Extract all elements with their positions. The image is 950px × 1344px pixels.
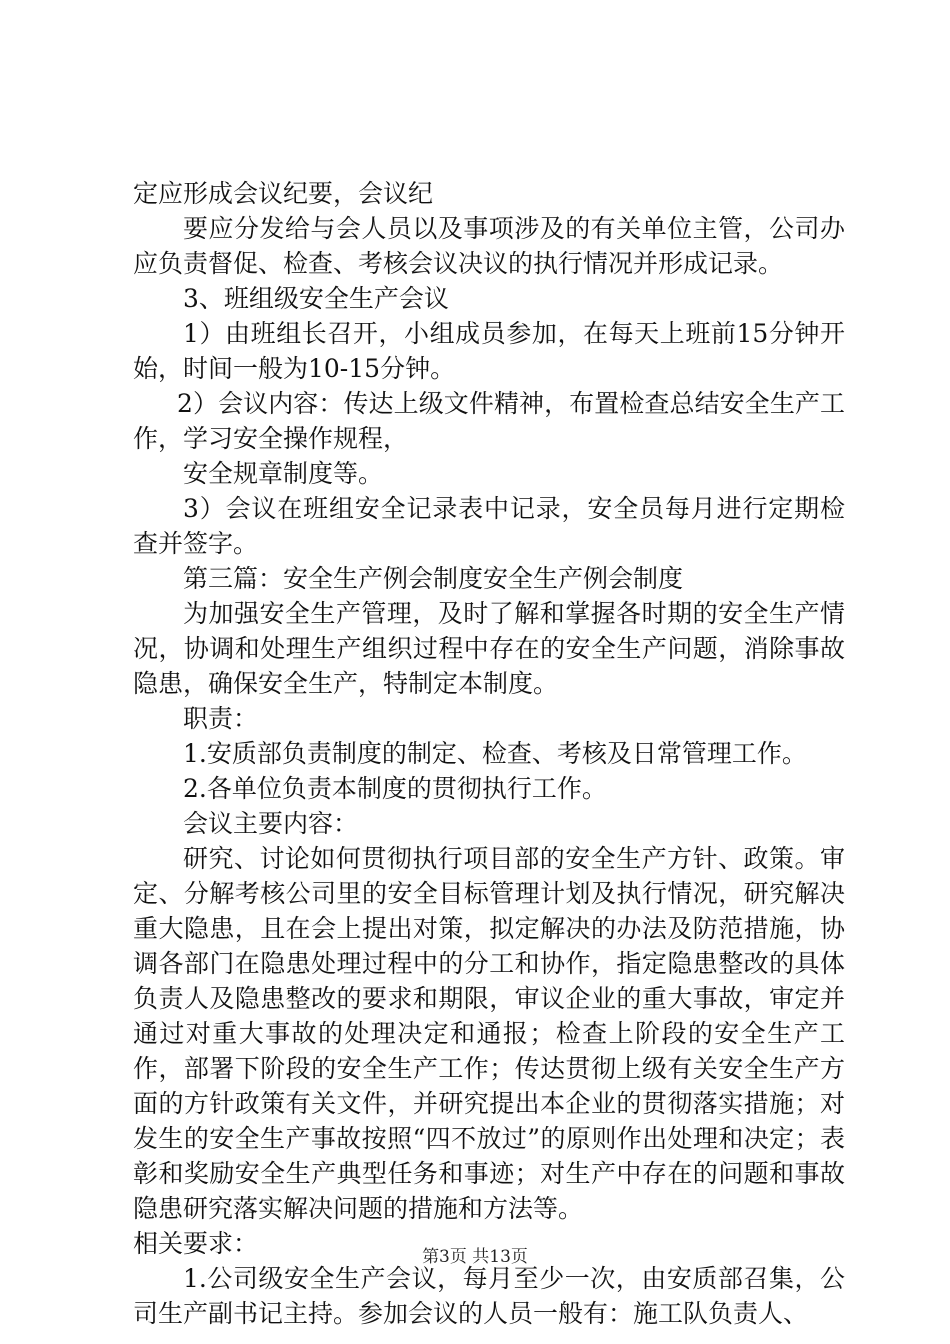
- heading-duties: 职责：: [183, 704, 259, 733]
- page-number-footer: 第3页 共13页: [422, 1247, 528, 1267]
- heading-team-meeting: 3、班组级安全生产会议: [183, 284, 449, 313]
- paragraph-meeting-minutes: 要应分发给与会人员以及事项涉及的有关单位主管，公司办应负责督促、检查、考核会议决议的执行情况并形成记录。: [133, 214, 845, 278]
- section-title-part-three: 第三篇：安全生产例会制度安全生产例会制度: [183, 564, 684, 593]
- document-body: [133, 176, 845, 1331]
- list-item-duty-2: 2.各单位负责本制度的贯彻执行工作。: [183, 774, 607, 803]
- list-item-duty-1: 1.安质部负责制度的制定、检查、考核及日常管理工作。: [183, 739, 807, 768]
- list-item-team-3: 3）会议在班组安全记录表中记录，安全员每月进行定期检查并签字。: [133, 494, 845, 558]
- heading-meeting-content: 会议主要内容：: [183, 809, 359, 838]
- list-item-team-1: 1）由班组长召开，小组成员参加，在每天上班前15分钟开始，时间一般为10-15分钟。: [133, 319, 845, 383]
- paragraph-meeting-content: 研究、讨论如何贯彻执行项目部的安全生产方针、政策。审定、分解考核公司里的安全目标管理计划及执行情况，研究解决重大隐患，且在会上提出对策，拟定解决的办法及防范措施，协调各部门在隐患处理过程中的分工和协作，指定隐患整改的具体负责人及隐患整改的要求和期限，审议企业的重大事故，审定并通过对重大事故的处理决定和通报；检查上阶段的安全生产工作，部署下阶段的安全生产工作；传达贯彻上级有关安全生产方面的方针政策有关文件，并研究提出本企业的贯彻落实措施；对发生的安全生产事故按照“四不放过”的原则作出处理和决定；表彰和奖励安全生产典型任务和事迹；对生产中存在的问题和事故隐患研究落实解决问题的措施和方法等。: [133, 844, 845, 1223]
- paragraph-purpose: 为加强安全生产管理，及时了解和掌握各时期的安全生产情况，协调和处理生产组织过程中存在的安全生产问题，消除事故隐患，确保安全生产，特制定本制度。: [133, 599, 845, 698]
- list-item-requirement-1: 1.公司级安全生产会议，每月至少一次，由安质部召集，公司生产副书记主持。参加会议的人员一般有：施工队负责人、: [133, 1264, 845, 1328]
- list-item-team-2: 2）会议内容：传达上级文件精神，布置检查总结安全生产工作，学习安全操作规程，: [133, 389, 845, 453]
- paragraph-continuation: 定应形成会议纪要，会议纪: [133, 179, 434, 208]
- paragraph-safety-rules: 安全规章制度等。: [183, 459, 384, 488]
- heading-requirements: 相关要求：: [133, 1229, 259, 1258]
